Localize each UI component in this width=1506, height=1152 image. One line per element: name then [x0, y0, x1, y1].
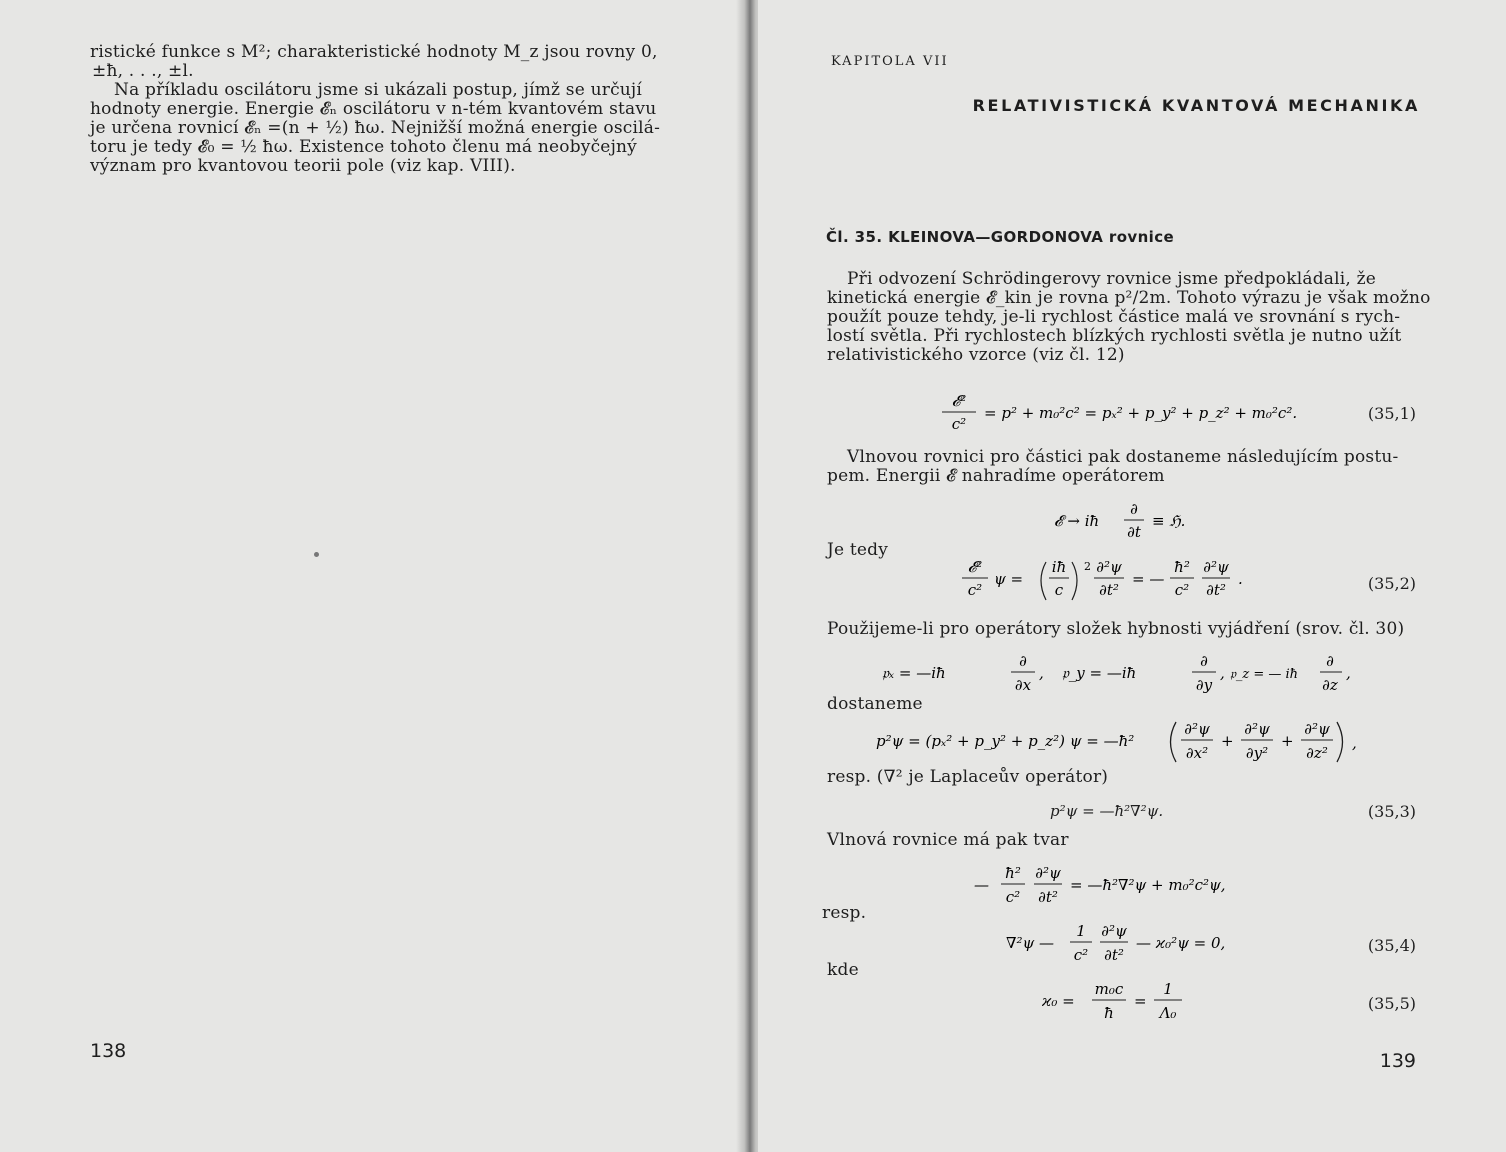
- left-page: [0, 0, 748, 1152]
- text-line: ±ħ, . . ., ±l.: [92, 61, 194, 81]
- kde-label: kde: [827, 960, 859, 980]
- fraction-denominator: ∂t: [1127, 523, 1141, 541]
- superscript-2: 2: [1084, 560, 1091, 573]
- fraction-numerator: ∂: [1130, 500, 1138, 518]
- equation-35-4: [1006, 920, 1276, 968]
- momentum-operators: [882, 650, 1362, 698]
- equation-35-5: [1042, 978, 1242, 1028]
- fraction-numerator: ∂²ψ: [1203, 558, 1229, 576]
- equation-left: ∇²ψ —: [1006, 934, 1055, 952]
- left-page-paragraph: [90, 43, 660, 176]
- equation-part: ψ =: [994, 570, 1024, 588]
- equals-sign: =: [1134, 992, 1147, 1010]
- text-line: význam pro kvantovou teorii pole (viz kap. VIII).: [90, 156, 516, 176]
- equation-energy-operator: [1052, 500, 1252, 544]
- fraction-denominator: ∂x²: [1185, 744, 1209, 762]
- fraction-numerator: 1: [1163, 980, 1173, 998]
- text-line: Při odvození Schrödingerovy rovnice jsme předpokládali, že: [847, 269, 1377, 289]
- fraction-denominator: c²: [1073, 946, 1089, 964]
- resp-laplace-text: resp. (∇² je Laplaceův operátor): [827, 767, 1109, 787]
- text-line: Na příkladu oscilátoru jsme si ukázali postup, jímž se určují: [114, 80, 643, 100]
- text-line: Vlnovou rovnici pro částici pak dostaneme následujícím postu-: [847, 447, 1399, 467]
- fraction-numerator: ∂²ψ: [1304, 720, 1330, 738]
- right-parenthesis: [1337, 722, 1343, 762]
- fraction-denominator: ħ: [1104, 1004, 1114, 1022]
- fraction-denominator: ∂y: [1195, 676, 1213, 694]
- fraction-numerator: iħ: [1051, 558, 1067, 576]
- fraction-numerator: ∂: [1200, 652, 1208, 670]
- intro-paragraph: [827, 270, 1431, 365]
- fraction-denominator: ∂t²: [1206, 581, 1226, 599]
- equation-part: = —: [1132, 570, 1165, 588]
- fraction-numerator: ∂²ψ: [1096, 558, 1122, 576]
- fraction-denominator: c²: [967, 581, 983, 599]
- equation-left: p²ψ = (pₓ² + p_y² + p_z²) ψ = —ħ²: [876, 732, 1135, 750]
- pouzijeme-text: Použijeme-li pro operátory složek hybnosti vyjádření (srov. čl. 30): [827, 619, 1405, 639]
- part-title: RELATIVISTICKÁ KVANTOVÁ MECHANIKA: [972, 96, 1420, 115]
- equation-35-1: [928, 392, 1348, 436]
- chapter-label: KAPITOLA VII: [831, 54, 949, 69]
- fraction-denominator: ∂t²: [1104, 946, 1124, 964]
- fraction-denominator: c²: [951, 415, 967, 433]
- equation-right: ≡ ℌ.: [1152, 512, 1186, 530]
- equation-35-2: [954, 556, 1274, 608]
- operator-left: 𝔭_y = —iħ: [1062, 664, 1137, 682]
- fraction-numerator: ∂²ψ: [1244, 720, 1270, 738]
- section-title: Čl. 35. KLEINOVA—GORDONOVA rovnice: [826, 228, 1175, 246]
- left-parenthesis: [1171, 722, 1177, 762]
- equation-end: ,: [1352, 734, 1357, 752]
- fraction-numerator: m₀c: [1094, 980, 1124, 998]
- fraction-denominator: c²: [1174, 581, 1190, 599]
- fraction-numerator: 𝓔²: [951, 392, 967, 410]
- page-number: 139: [1379, 1050, 1416, 1072]
- equation-wave-form: [974, 862, 1314, 912]
- equation-end: .: [1238, 570, 1243, 588]
- je-tedy-label: Je tedy: [827, 540, 889, 560]
- right-page: [758, 0, 1506, 1152]
- text-line: pem. Energii 𝓔 nahradíme operátorem: [827, 466, 1165, 486]
- equation-number: (35,2): [1367, 574, 1416, 593]
- equation-rest: = —ħ²∇²ψ + m₀²c²ψ,: [1070, 876, 1226, 894]
- fraction-numerator: ∂²ψ: [1101, 922, 1127, 940]
- equation-35-3: p²ψ = —ħ²∇²ψ.: [1050, 802, 1164, 820]
- fraction-denominator: Λ₀: [1159, 1004, 1177, 1022]
- text-line: je určena rovnicí 𝓔ₙ =(n + ½) ħω. Nejnižší možná energie oscilá-: [90, 118, 661, 138]
- fraction-numerator: ∂: [1326, 652, 1334, 670]
- text-line: lostí světla. Při rychlostech blízkých rychlosti světla je nutno užít: [827, 326, 1402, 346]
- fraction-denominator: ∂z: [1322, 676, 1338, 694]
- operator-end: ,: [1220, 664, 1225, 682]
- page-number: 138: [90, 1040, 127, 1062]
- text-line: relativistického vzorce (viz čl. 12): [827, 345, 1125, 365]
- dostaneme-label: dostaneme: [827, 694, 923, 714]
- left-parenthesis: [1041, 562, 1046, 600]
- equation-body: = p² + m₀²c² = pₓ² + p_y² + p_z² + m₀²c².: [984, 404, 1298, 422]
- equation-number: (35,3): [1367, 802, 1416, 821]
- fraction-numerator: ∂²ψ: [1184, 720, 1210, 738]
- equation-p-squared-expansion: [876, 716, 1386, 768]
- fraction-numerator: ∂²ψ: [1035, 864, 1061, 882]
- equation-left: 𝓔 → iħ: [1054, 512, 1100, 530]
- wave-equation-paragraph: [827, 448, 1398, 486]
- plus-sign: +: [1221, 732, 1234, 750]
- fraction-denominator: c: [1054, 581, 1064, 599]
- fraction-denominator: ∂t²: [1038, 888, 1058, 906]
- equation-number: (35,5): [1367, 994, 1416, 1013]
- fraction-denominator: ∂y²: [1245, 744, 1269, 762]
- fraction-denominator: ∂x: [1014, 676, 1032, 694]
- fraction-denominator: ∂t²: [1099, 581, 1119, 599]
- fraction-denominator: c²: [1005, 888, 1021, 906]
- operator-left: 𝔭_z = — iħ: [1230, 667, 1299, 682]
- equation-rest: — ϰ₀²ψ = 0,: [1136, 934, 1226, 952]
- fraction-denominator: ∂z²: [1306, 744, 1328, 762]
- operator-end: ,: [1346, 664, 1351, 682]
- equation-number: (35,1): [1367, 404, 1416, 423]
- minus-sign: —: [974, 876, 989, 894]
- text-line: hodnoty energie. Energie 𝓔ₙ oscilátoru v n-tém kvantovém stavu: [90, 99, 657, 119]
- right-parenthesis: [1072, 562, 1077, 600]
- fraction-numerator: ħ²: [1005, 864, 1021, 882]
- fraction-numerator: ħ²: [1174, 558, 1190, 576]
- operator-left: 𝔭ₓ = —iħ: [882, 664, 946, 682]
- operator-end: ,: [1039, 664, 1044, 682]
- resp-label: resp.: [822, 903, 867, 923]
- equation-number: (35,4): [1367, 936, 1416, 955]
- paper-speck: [314, 552, 319, 557]
- vlnova-text: Vlnová rovnice má pak tvar: [827, 830, 1069, 850]
- text-line: kinetická energie 𝓔_kin je rovna p²/2m. Tohoto výrazu je však možno: [827, 288, 1431, 308]
- fraction-numerator: 𝓔²: [967, 558, 983, 576]
- text-line: ristické funkce s M²; charakteristické hodnoty M_z jsou rovny 0,: [90, 42, 658, 62]
- text-line: toru je tedy 𝓔₀ = ½ ħω. Existence tohoto členu má neobyčejný: [90, 137, 637, 157]
- equation-left: ϰ₀ =: [1042, 992, 1075, 1010]
- text-line: použít pouze tehdy, je-li rychlost částice malá ve srovnání s rych-: [827, 307, 1401, 327]
- fraction-numerator: 1: [1076, 922, 1086, 940]
- plus-sign: +: [1281, 732, 1294, 750]
- fraction-numerator: ∂: [1019, 652, 1027, 670]
